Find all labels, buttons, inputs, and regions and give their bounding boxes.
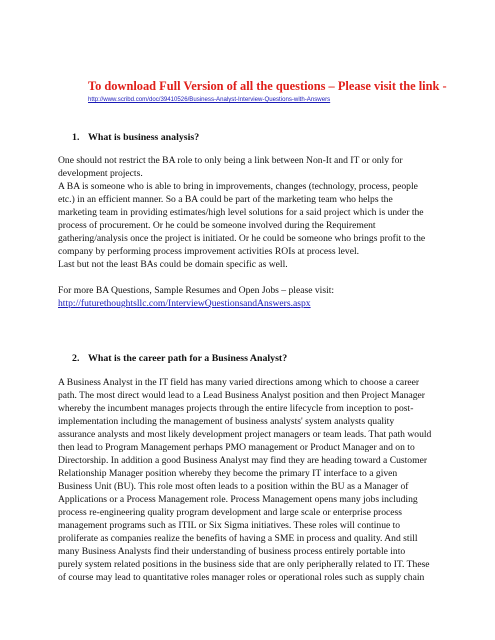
answer-line: Business Unit (BU). This role most often leads to a position within the BU as a Manager of bbox=[58, 481, 409, 492]
answer-line: then lead to Program Management perhaps PMO management or Product Manager and on to bbox=[58, 442, 415, 453]
answer-line: marketing team in providing estimates/high level solutions for a said project which is under the bbox=[58, 207, 424, 218]
answer-line: assurance analysts and most likely development project managers or team leads. That path would bbox=[58, 429, 432, 440]
answer-line: development projects. bbox=[58, 168, 143, 179]
more-resources bbox=[58, 284, 443, 310]
question-2-heading bbox=[72, 353, 287, 364]
question-1-heading bbox=[72, 132, 199, 143]
answer-line: proliferate as companies realize the benefits of having a SME in process and quality. And still bbox=[58, 533, 418, 544]
question-1-answer bbox=[58, 154, 443, 271]
scribd-link[interactable]: http://www.scribd.com/doc/39410526/Business-Analyst-Interview-Questions-with-Answers bbox=[88, 96, 331, 103]
answer-line: many Business Analysts find their understanding of business process entirely portable into bbox=[58, 546, 406, 557]
question-2-answer bbox=[58, 376, 443, 584]
answer-line: One should not restrict the BA role to only being a link between Non-It and IT or only for bbox=[58, 155, 403, 166]
answer-line: Relationship Manager position whereby they become the primary IT interface to a given bbox=[58, 468, 398, 479]
question-1-number: 1. bbox=[72, 132, 80, 143]
question-1-title: What is business analysis? bbox=[88, 132, 200, 143]
answer-line: whereby the incumbent manages projects through the entire lifecycle from inception to post- bbox=[58, 403, 414, 414]
answer-line: etc.) in an efficient manner. So a BA could be part of the marketing team who helps the bbox=[58, 194, 393, 205]
download-banner-title: To download Full Version of all the questions – Please visit the link - bbox=[88, 79, 447, 93]
question-2-title: What is the career path for a Business Analyst? bbox=[88, 353, 288, 364]
more-resources-text: For more BA Questions, Sample Resumes and Open Jobs – please visit: bbox=[58, 285, 335, 296]
answer-line: Applications or a Process Management role. Process Management opens many jobs including bbox=[58, 494, 418, 505]
answer-line: of course may lead to quantitative roles manager roles or operational roles such as supply chain bbox=[58, 572, 425, 583]
answer-line: Last but not the least BAs could be domain specific as well. bbox=[58, 259, 288, 270]
answer-line: purely system related positions in the business side that are only peripherally related to IT. These bbox=[58, 559, 430, 570]
question-2-number: 2. bbox=[72, 353, 80, 364]
answer-line: A BA is someone who is able to bring in improvements, changes (technology, process, people bbox=[58, 181, 418, 192]
answer-line: implementation including the management of business analysts' system analysts quality bbox=[58, 416, 395, 427]
answer-line: gathering/analysis once the project is initiated. Or he could be someone who brings profit to the bbox=[58, 233, 426, 244]
answer-line: management programs such as ITIL or Six Sigma initiatives. These roles will continue to bbox=[58, 520, 401, 531]
answer-line: A Business Analyst in the IT field has many varied directions among which to choose a career bbox=[58, 377, 420, 388]
answer-line: path. The most direct would lead to a Lead Business Analyst position and then Project Manager bbox=[58, 390, 425, 401]
answer-line: process of procurement. Or he could be someone involved during the Requirement bbox=[58, 220, 376, 231]
answer-line: company by performing process improvement activities ROIs at process level. bbox=[58, 246, 360, 257]
futurethoughts-link[interactable]: http://futurethoughtsllc.com/InterviewQuestionsandAnswers.aspx bbox=[58, 298, 311, 309]
answer-line: Directorship. In addition a good Business Analyst may find they are heading toward a Customer bbox=[58, 455, 428, 466]
answer-line: process re-engineering quality program development and large scale or enterprise process bbox=[58, 507, 402, 518]
